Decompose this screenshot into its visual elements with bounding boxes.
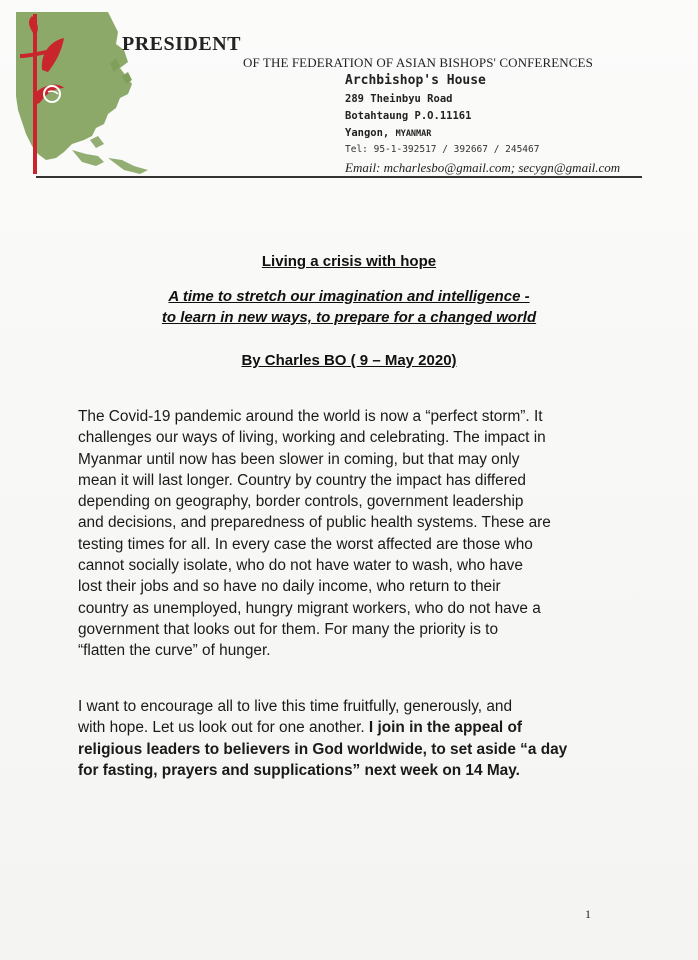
page-number: 1 bbox=[585, 907, 591, 921]
paragraph-1-line: depending on geography, border controls, government leadership bbox=[78, 493, 524, 511]
letterhead-house: Archbishop's House bbox=[345, 73, 486, 88]
letterhead-country: MYANMAR bbox=[395, 129, 432, 139]
paragraph-2-line1: I want to encourage all to live this time fruitfully, generously, and bbox=[78, 698, 513, 715]
letterhead-email: Email: mcharlesbo@gmail.com; secygn@gmail.com bbox=[345, 160, 621, 175]
paragraph-2-line3: religious leaders to believers in God worldwide, to set aside “a day bbox=[78, 740, 568, 758]
paragraph-2-line2 bbox=[78, 717, 618, 738]
paragraph-2-line2-bold: I join in the appeal of bbox=[368, 719, 522, 737]
paragraph-1-line: government that looks out for them. For many the priority is to bbox=[78, 620, 499, 638]
paragraph-1-line: testing times for all. In every case the worst affected are those who bbox=[78, 535, 533, 553]
letterhead-city-prefix: Yangon, bbox=[345, 127, 396, 139]
paragraph-1-line: and decisions, and preparedness of public health systems. These are bbox=[78, 514, 551, 532]
paragraph-1 bbox=[78, 406, 618, 662]
paragraph-1-line: mean it will last longer. Country by country the impact has differed bbox=[78, 471, 526, 489]
letterhead-tel: Tel: 95-1-392517 / 392667 / 245467 bbox=[345, 144, 540, 155]
letterhead-city bbox=[345, 127, 431, 139]
document-byline: By Charles BO ( 9 – May 2020) bbox=[241, 352, 457, 369]
document-title: Living a crisis with hope bbox=[261, 253, 437, 270]
paragraph-1-line: challenges our ways of living, working and celebrating. The impact in bbox=[78, 429, 546, 447]
paragraph-1-line: lost their jobs and so have no daily income, who return to their bbox=[78, 578, 501, 596]
letterhead-president: PRESIDENT bbox=[122, 33, 241, 55]
letterhead-divider bbox=[36, 176, 642, 178]
paragraph-1-line: “flatten the curve” of hunger. bbox=[78, 642, 271, 660]
letterhead-address-line2: Botahtaung P.O.11161 bbox=[345, 110, 472, 122]
paragraph-2-line4: for fasting, prayers and supplications” next week on 14 May. bbox=[78, 761, 520, 779]
paragraph-1-line: country as unemployed, hungry migrant workers, who do not have a bbox=[78, 599, 541, 617]
paragraph-2 bbox=[78, 696, 618, 781]
paragraph-1-line: The Covid-19 pandemic around the world is now a “perfect storm”. It bbox=[78, 408, 543, 425]
document-subtitle-line1: A time to stretch our imagination and intelligence - bbox=[168, 288, 530, 305]
letterhead-federation: OF THE FEDERATION OF ASIAN BISHOPS' CONFERENCES bbox=[243, 55, 593, 70]
paragraph-1-line: cannot socially isolate, who do not have water to wash, who have bbox=[78, 557, 523, 575]
paragraph-2-line2-plain: with hope. Let us look out for one another. bbox=[78, 719, 369, 737]
paragraph-1-line: Myanmar until now has been slower in coming, but that may only bbox=[78, 450, 520, 468]
letterhead-address-line1: 289 Theinbyu Road bbox=[345, 93, 453, 105]
document-subtitle-line2: to learn in new ways, to prepare for a changed world bbox=[161, 309, 537, 326]
